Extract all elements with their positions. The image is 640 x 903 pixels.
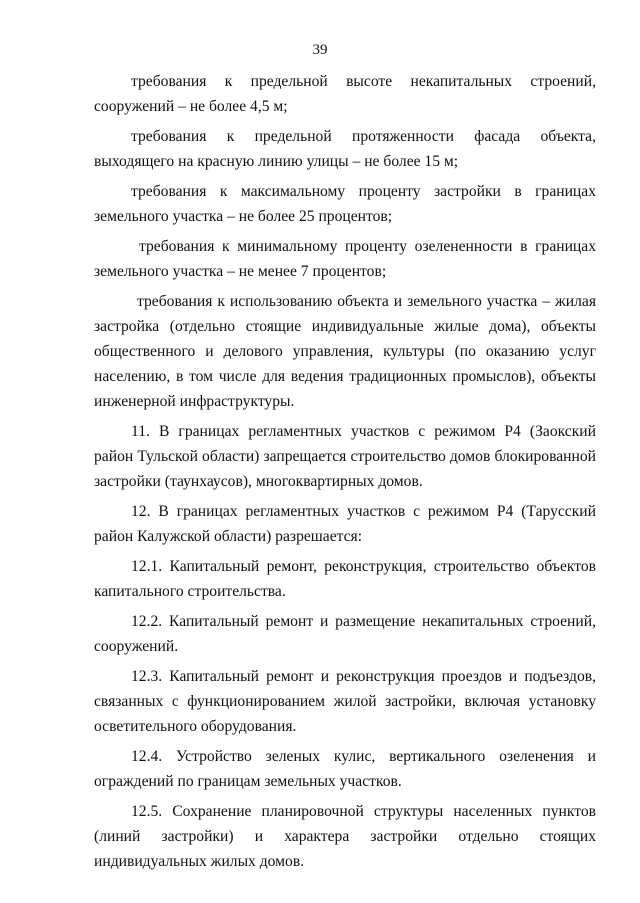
paragraph-min-greenery: требования к минимальному проценту озелененности в границах земельного участка – не менее 7 процентов; bbox=[94, 238, 596, 280]
paragraph-facade-length: требования к предельной протяженности фасада объекта, выходящего на красную линию улицы – не более 15 м; bbox=[94, 128, 596, 170]
paragraph-height-limit: требования к предельной высоте некапитальных строений, сооружений – не более 4,5 м; bbox=[94, 73, 596, 115]
paragraph-12-permitted: 12. В границах регламентных участков с режимом Р4 (Тарусский район Калужской области) разрешается: bbox=[94, 503, 596, 545]
paragraph-12-2: 12.2. Капитальный ремонт и размещение некапитальных строений, сооружений. bbox=[94, 613, 596, 655]
page-number: 39 bbox=[312, 42, 328, 58]
document-body bbox=[94, 69, 596, 879]
paragraph-12-1: 12.1. Капитальный ремонт, реконструкция, строительство объектов капитального строительства. bbox=[94, 558, 596, 600]
paragraph-max-coverage: требования к максимальному проценту застройки в границах земельного участка – не более 25 процентов; bbox=[94, 183, 596, 225]
paragraph-12-5: 12.5. Сохранение планировочной структуры населенных пунктов (линий застройки) и характера застройки отдельно стоящих индивидуальных жилых домов. bbox=[94, 803, 596, 870]
paragraph-12-3: 12.3. Капитальный ремонт и реконструкция проездов и подъездов, связанных с функционированием жилой застройки, включая установку осветительного оборудования. bbox=[94, 668, 596, 735]
paragraph-land-use: требования к использованию объекта и земельного участка – жилая застройка (отдельно стоящие индивидуальные жилые дома), объекты общественного и делового управления, культуры (по оказанию услуг населению, в том числе для ведения традиционных промыслов), объекты инженерной инфраструктуры. bbox=[94, 293, 596, 410]
paragraph-12-4: 12.4. Устройство зеленых кулис, вертикального озеленения и ограждений по границам земельных участков. bbox=[94, 748, 596, 790]
paragraph-11-prohibition: 11. В границах регламентных участков с режимом Р4 (Заокский район Тульской области) запрещается строительство домов блокированной застройки (таунхаусов), многоквартирных домов. bbox=[94, 423, 596, 490]
